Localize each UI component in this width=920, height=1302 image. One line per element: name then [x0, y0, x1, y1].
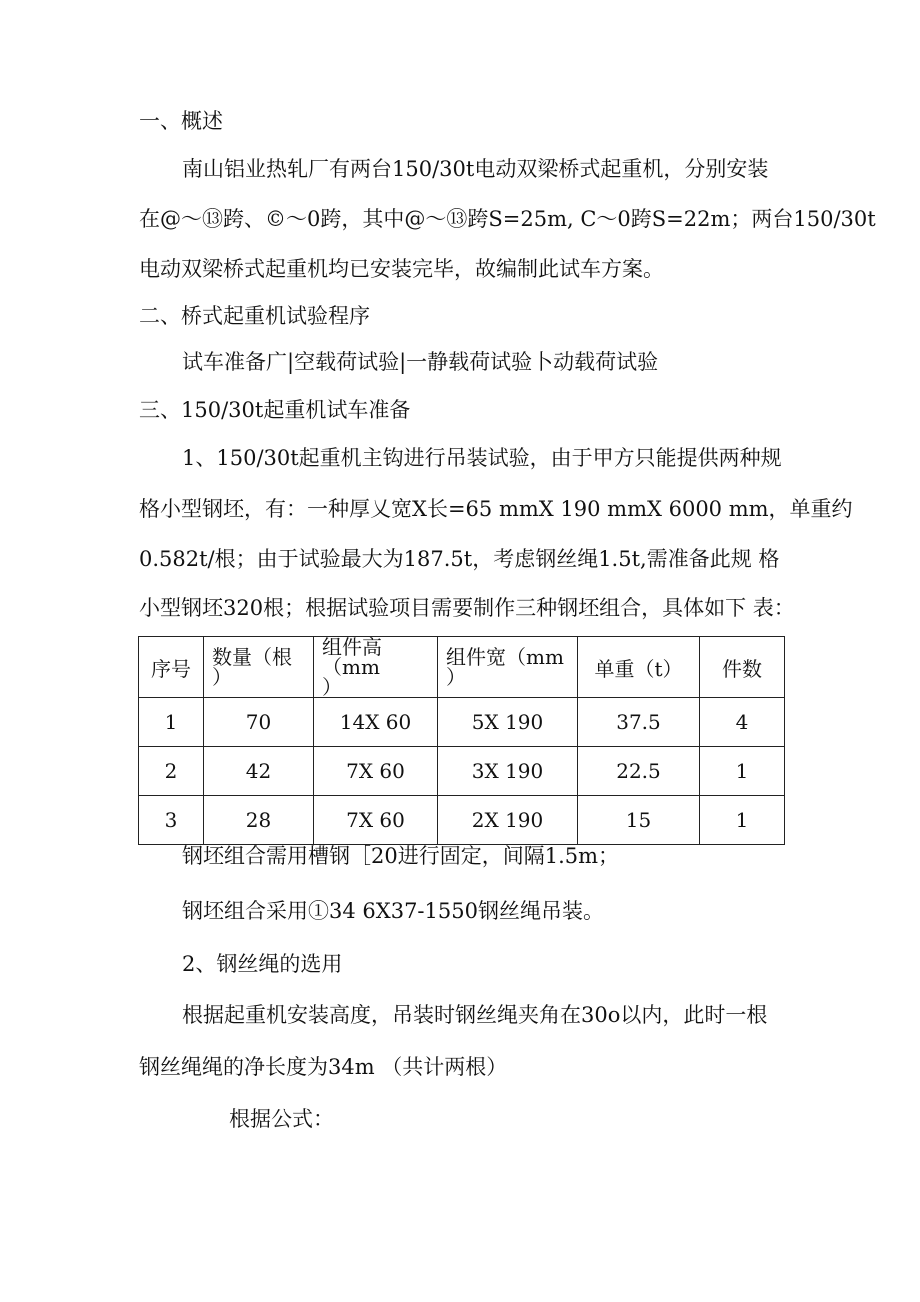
- formula-label: 根据公式：: [229, 1107, 334, 1131]
- table-cell: 7X 60: [314, 796, 438, 845]
- section-1-paragraph-line-3: 电动双梁桥式起重机均已安装完毕，故编制此试车方案。: [139, 257, 664, 281]
- table-row: [139, 747, 785, 796]
- section-1-heading: 一、概述: [139, 109, 223, 133]
- channel-steel-note: 钢坯组合需用槽钢［20进行固定，间隔1.5m；: [182, 844, 620, 868]
- wire-rope-note: 钢坯组合采用①34 6X37-1550钢丝绳吊装。: [182, 899, 604, 923]
- item-1-line-1: 1、150/30t起重机主钩进行吊装试验，由于甲方只能提供两种规: [182, 446, 782, 470]
- section-1-paragraph-line-1: 南山铝业热轧厂有两台150/30t电动双梁桥式起重机，分别安装: [182, 157, 769, 181]
- section-2-heading: 二、桥式起重机试验程序: [139, 304, 370, 328]
- table-row: [139, 698, 785, 747]
- billet-combination-table: [138, 636, 785, 845]
- table-cell: 4: [700, 698, 785, 747]
- table-cell: 70: [204, 698, 314, 747]
- table-cell: 7X 60: [314, 747, 438, 796]
- item-2-line-1: 根据起重机安装高度，吊装时钢丝绳夹角在30o以内，此时一根: [182, 1003, 768, 1027]
- header-cell-width: 组件宽（mm ）: [438, 637, 578, 698]
- table-cell: 15: [578, 796, 700, 845]
- table-cell: 5X 190: [438, 698, 578, 747]
- table-cell: 37.5: [578, 698, 700, 747]
- table-row: [139, 796, 785, 845]
- item-1-line-4: 小型钢坯320根；根据试验项目需要制作三种钢坯组合，具体如下 表：: [139, 596, 795, 620]
- header-cell-index: 序号: [139, 637, 204, 698]
- item-2-line-2: 钢丝绳绳的净长度为34m （共计两根）: [139, 1055, 508, 1079]
- header-cell-count: 件数: [700, 637, 785, 698]
- table-cell: 14X 60: [314, 698, 438, 747]
- table-cell: 2X 190: [438, 796, 578, 845]
- table-cell: 42: [204, 747, 314, 796]
- header-cell-unit-weight: 单重（t）: [578, 637, 700, 698]
- table-header-row: [139, 637, 785, 698]
- item-1-line-3: 0.582t/根；由于试验最大为187.5t，考虑钢丝绳1.5t,需准备此规 格: [139, 547, 780, 571]
- item-1-line-2: 格小型钢坯，有：一种厚乂宽X长=65 mmX 190 mmX 6000 mm，单重约: [139, 497, 853, 521]
- header-cell-height: 组件高（mm ）: [314, 637, 438, 698]
- table-cell: 2: [139, 747, 204, 796]
- table-cell: 3: [139, 796, 204, 845]
- item-2-heading: 2、钢丝绳的选用: [182, 952, 343, 976]
- header-cell-quantity: 数量（根 ）: [204, 637, 314, 698]
- table-cell: 1: [700, 747, 785, 796]
- table-cell: 1: [700, 796, 785, 845]
- table-cell: 1: [139, 698, 204, 747]
- table-cell: 22.5: [578, 747, 700, 796]
- section-1-paragraph-line-2: 在@～⑬跨、©～0跨，其中@～⑬跨S=25m, C～0跨S=22m；两台150/30t: [139, 207, 876, 231]
- test-procedure-flow: 试车准备广|空载荷试验|一静载荷试验卜动载荷试验: [182, 350, 659, 374]
- section-3-heading: 三、150/30t起重机试车准备: [139, 398, 411, 422]
- table-cell: 3X 190: [438, 747, 578, 796]
- table-cell: 28: [204, 796, 314, 845]
